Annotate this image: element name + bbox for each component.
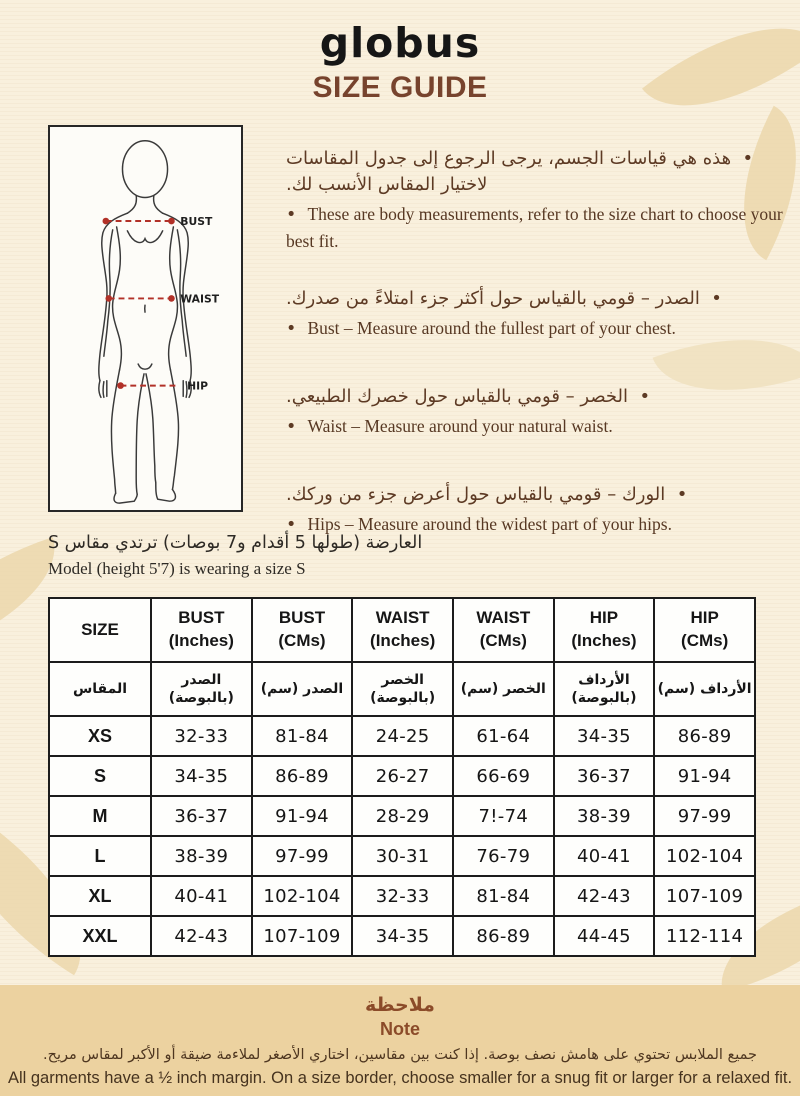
table-cell: 36-37 bbox=[554, 756, 655, 796]
instruction-ar: • الصدر – قومي بالقياس حول أكثر جزء امتلاءً من صدرك. bbox=[286, 286, 788, 312]
col-header-size-ar: المقاس bbox=[49, 662, 151, 716]
table-cell: 61-64 bbox=[453, 716, 554, 756]
instruction-en: • Bust – Measure around the fullest part of your chest. bbox=[286, 315, 788, 342]
col-header-waist-cm: WAIST (CMs) bbox=[453, 598, 554, 662]
table-cell: 97-99 bbox=[654, 796, 755, 836]
table-cell: 36-37 bbox=[151, 796, 252, 836]
size-label: S bbox=[49, 756, 151, 796]
table-row bbox=[49, 716, 755, 756]
size-chart-table bbox=[48, 597, 756, 957]
table-cell: 30-31 bbox=[352, 836, 453, 876]
size-label: M bbox=[49, 796, 151, 836]
model-size-note-en: Model (height 5'7) is wearing a size S bbox=[48, 559, 306, 578]
table-row bbox=[49, 876, 755, 916]
table-cell: 86-89 bbox=[654, 716, 755, 756]
waist-line-label: WAIST bbox=[180, 292, 220, 306]
model-size-note bbox=[48, 531, 422, 581]
col-header-hip-cm-ar: الأرداف (سم) bbox=[654, 662, 755, 716]
col-header-bust-in: BUST (Inches) bbox=[151, 598, 252, 662]
table-cell: 107-109 bbox=[654, 876, 755, 916]
table-cell: 42-43 bbox=[151, 916, 252, 956]
col-header-waist-cm-ar: الخصر (سم) bbox=[453, 662, 554, 716]
table-cell: 34-35 bbox=[554, 716, 655, 756]
table-cell: 26-27 bbox=[352, 756, 453, 796]
footer-note bbox=[0, 985, 800, 1096]
table-cell: 42-43 bbox=[554, 876, 655, 916]
table-cell: 102-104 bbox=[654, 836, 755, 876]
instruction-en: • Waist – Measure around your natural waist. bbox=[286, 413, 788, 440]
page-title: SIZE GUIDE bbox=[312, 71, 488, 105]
instruction-ar: • هذه هي قياسات الجسم، يرجى الرجوع إلى جدول المقاسات لاختيار المقاس الأنسب لك. bbox=[286, 146, 788, 198]
table-cell: 97-99 bbox=[252, 836, 353, 876]
table-cell: 24-25 bbox=[352, 716, 453, 756]
table-cell: 38-39 bbox=[554, 796, 655, 836]
note-body-en: All garments have a ½ inch margin. On a size border, choose smaller for a snug fit or larger for a relaxed fit. bbox=[7, 1068, 793, 1087]
hip-line-label: HIP bbox=[187, 379, 209, 393]
instruction-en: • These are body measurements, refer to the size chart to choose your best fit. bbox=[286, 201, 788, 254]
col-header-hip-in-ar: الأرداف (بالبوصة) bbox=[554, 662, 655, 716]
instruction-ar: • الخصر – قومي بالقياس حول خصرك الطبيعي. bbox=[286, 384, 788, 410]
size-label: XL bbox=[49, 876, 151, 916]
table-cell: 7!-74 bbox=[453, 796, 554, 836]
bust-line-label: BUST bbox=[180, 214, 213, 228]
note-heading-ar: ملاحظة bbox=[365, 994, 435, 1016]
col-header-waist-in-ar: الخصر (بالبوصة) bbox=[352, 662, 453, 716]
table-cell: 28-29 bbox=[352, 796, 453, 836]
table-cell: 34-35 bbox=[151, 756, 252, 796]
table-row bbox=[49, 796, 755, 836]
table-header-row-ar bbox=[49, 662, 755, 716]
instruction-en: • Hips – Measure around the widest part of your hips. bbox=[286, 511, 788, 538]
table-cell: 76-79 bbox=[453, 836, 554, 876]
table-header-row-en bbox=[49, 598, 755, 662]
measurement-instructions bbox=[286, 146, 788, 541]
note-body-ar: جميع الملابس تحتوي على هامش نصف بوصة. إذا كنت بين مقاسين، اختاري الأصغر لملاءمة ضيقة أو الأكبر لمقاس مريح. bbox=[43, 1046, 757, 1063]
table-cell: 91-94 bbox=[252, 796, 353, 836]
table-cell: 34-35 bbox=[352, 916, 453, 956]
instruction-ar: • الورك – قومي بالقياس حول أعرض جزء من وركك. bbox=[286, 482, 788, 508]
note-heading-en: Note bbox=[380, 1018, 420, 1039]
table-cell: 32-33 bbox=[151, 716, 252, 756]
header bbox=[0, 19, 800, 105]
body-measurement-diagram bbox=[48, 125, 243, 512]
col-header-bust-in-ar: الصدر (بالبوصة) bbox=[151, 662, 252, 716]
col-header-bust-cm-ar: الصدر (سم) bbox=[252, 662, 353, 716]
table-cell: 66-69 bbox=[453, 756, 554, 796]
table-cell: 107-109 bbox=[252, 916, 353, 956]
table-cell: 86-89 bbox=[453, 916, 554, 956]
table-cell: 112-114 bbox=[654, 916, 755, 956]
size-label: L bbox=[49, 836, 151, 876]
col-header-size: SIZE bbox=[49, 598, 151, 662]
table-cell: 40-41 bbox=[554, 836, 655, 876]
measurement-lines bbox=[106, 221, 178, 386]
female-figure-illustration bbox=[50, 127, 241, 510]
size-label: XXL bbox=[49, 916, 151, 956]
table-row bbox=[49, 916, 755, 956]
table-row bbox=[49, 756, 755, 796]
size-label: XS bbox=[49, 716, 151, 756]
table-cell: 81-84 bbox=[252, 716, 353, 756]
col-header-hip-in: HIP (Inches) bbox=[554, 598, 655, 662]
table-cell: 91-94 bbox=[654, 756, 755, 796]
col-header-waist-in: WAIST (Inches) bbox=[352, 598, 453, 662]
model-size-note-ar: العارضة (طولها 5 أقدام و7 بوصات) ترتدي مقاس S bbox=[48, 533, 423, 553]
table-cell: 102-104 bbox=[252, 876, 353, 916]
brand-logo: globus bbox=[319, 19, 481, 67]
table-cell: 32-33 bbox=[352, 876, 453, 916]
table-cell: 40-41 bbox=[151, 876, 252, 916]
table-cell: 38-39 bbox=[151, 836, 252, 876]
table-cell: 44-45 bbox=[554, 916, 655, 956]
col-header-bust-cm: BUST (CMs) bbox=[252, 598, 353, 662]
col-header-hip-cm: HIP (CMs) bbox=[654, 598, 755, 662]
table-cell: 81-84 bbox=[453, 876, 554, 916]
table-row bbox=[49, 836, 755, 876]
table-cell: 86-89 bbox=[252, 756, 353, 796]
